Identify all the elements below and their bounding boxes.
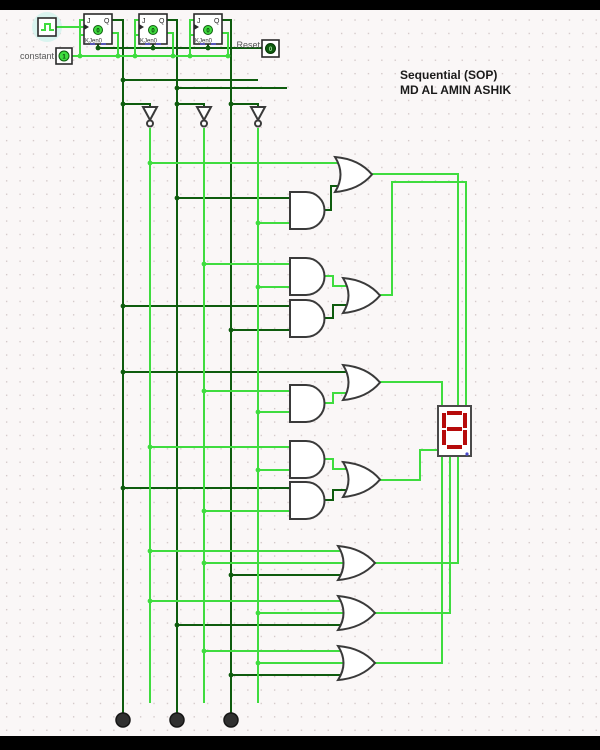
and-gate <box>290 441 325 478</box>
wire-junction <box>256 661 261 666</box>
wire-junction <box>148 161 153 166</box>
wire-junction <box>202 509 207 514</box>
clock-component[interactable] <box>38 18 56 36</box>
output-pin <box>170 713 184 727</box>
wire-junction <box>133 54 138 59</box>
title-line-1: Sequential (SOP) <box>400 68 498 82</box>
display-dp-pin <box>465 452 468 455</box>
title-line-2: MD AL AMIN ASHIK <box>400 83 512 97</box>
wire-junction <box>188 54 193 59</box>
wire-junction <box>256 285 261 290</box>
ff-j-label: J <box>87 18 91 25</box>
wire-junction <box>121 304 126 309</box>
not-gate-bubble <box>255 121 261 127</box>
ff-state: 0 <box>206 28 210 35</box>
wire-junction <box>121 78 126 83</box>
and-gate <box>290 300 325 337</box>
wire-junction <box>202 262 207 267</box>
constant-label: constant <box>19 51 54 61</box>
display-segment-b <box>463 413 467 428</box>
wire-junction <box>229 673 234 678</box>
not-gate-bubble <box>201 121 207 127</box>
ff-j-label: J <box>142 18 146 25</box>
display-segment-e <box>442 430 446 445</box>
wire-junction <box>229 573 234 578</box>
and-gate <box>290 258 325 295</box>
wire-junction <box>175 623 180 628</box>
wire-junction <box>229 328 234 333</box>
wire-junction <box>148 445 153 450</box>
output-pin <box>224 713 238 727</box>
flipflop-2[interactable] <box>139 14 167 45</box>
letterbox-top <box>0 0 600 10</box>
display-segment-f <box>442 413 446 428</box>
grid-background <box>0 10 600 737</box>
wire-junction <box>256 410 261 415</box>
display-segment-c <box>463 430 467 445</box>
wire-junction <box>78 54 83 59</box>
wire-junction <box>121 102 126 107</box>
display-segment-a <box>447 411 462 415</box>
wire-junction <box>121 370 126 375</box>
display-segment-d <box>447 445 462 449</box>
ff-label: KJen0 <box>85 38 103 45</box>
wire-junction <box>96 46 101 51</box>
display-segment-g <box>447 427 462 431</box>
ff-label: KJen0 <box>195 38 213 45</box>
wire-junction <box>148 549 153 554</box>
ff-label: KJen0 <box>140 38 158 45</box>
title-block <box>400 68 511 97</box>
reset-value: 0 <box>268 47 273 53</box>
ff-q-label: Q <box>159 18 165 25</box>
wire-junction <box>256 221 261 226</box>
wire-junction <box>148 599 153 604</box>
wire-junction <box>171 54 176 59</box>
wire-junction <box>202 649 207 654</box>
output-pin <box>116 713 130 727</box>
constant-value: 1 <box>62 54 66 61</box>
wire-junction <box>151 46 156 51</box>
ff-q-label: Q <box>104 18 110 25</box>
and-gate <box>290 482 325 519</box>
wire-junction <box>226 54 231 59</box>
letterbox-bottom <box>0 736 600 750</box>
wire-junction <box>256 468 261 473</box>
ff-q-label: Q <box>214 18 220 25</box>
wire-junction <box>202 389 207 394</box>
and-gate <box>290 192 325 229</box>
flipflop-3[interactable] <box>194 14 222 45</box>
wire-junction <box>206 46 211 51</box>
ff-state: 0 <box>151 28 155 35</box>
flipflop-1[interactable] <box>84 14 112 45</box>
reset-label: Reset <box>236 40 260 50</box>
wire-junction <box>175 86 180 91</box>
not-gate-bubble <box>147 121 153 127</box>
wire-junction <box>175 102 180 107</box>
ff-state: 0 <box>96 28 100 35</box>
wire-junction <box>116 54 121 59</box>
wire-junction <box>175 196 180 201</box>
seven-segment-display <box>438 406 471 456</box>
ff-j-label: J <box>197 18 201 25</box>
and-gate <box>290 385 325 422</box>
clock-body[interactable] <box>38 18 56 36</box>
wire-junction <box>256 611 261 616</box>
wire-junction <box>202 561 207 566</box>
wire-junction <box>121 486 126 491</box>
wire-junction <box>229 102 234 107</box>
